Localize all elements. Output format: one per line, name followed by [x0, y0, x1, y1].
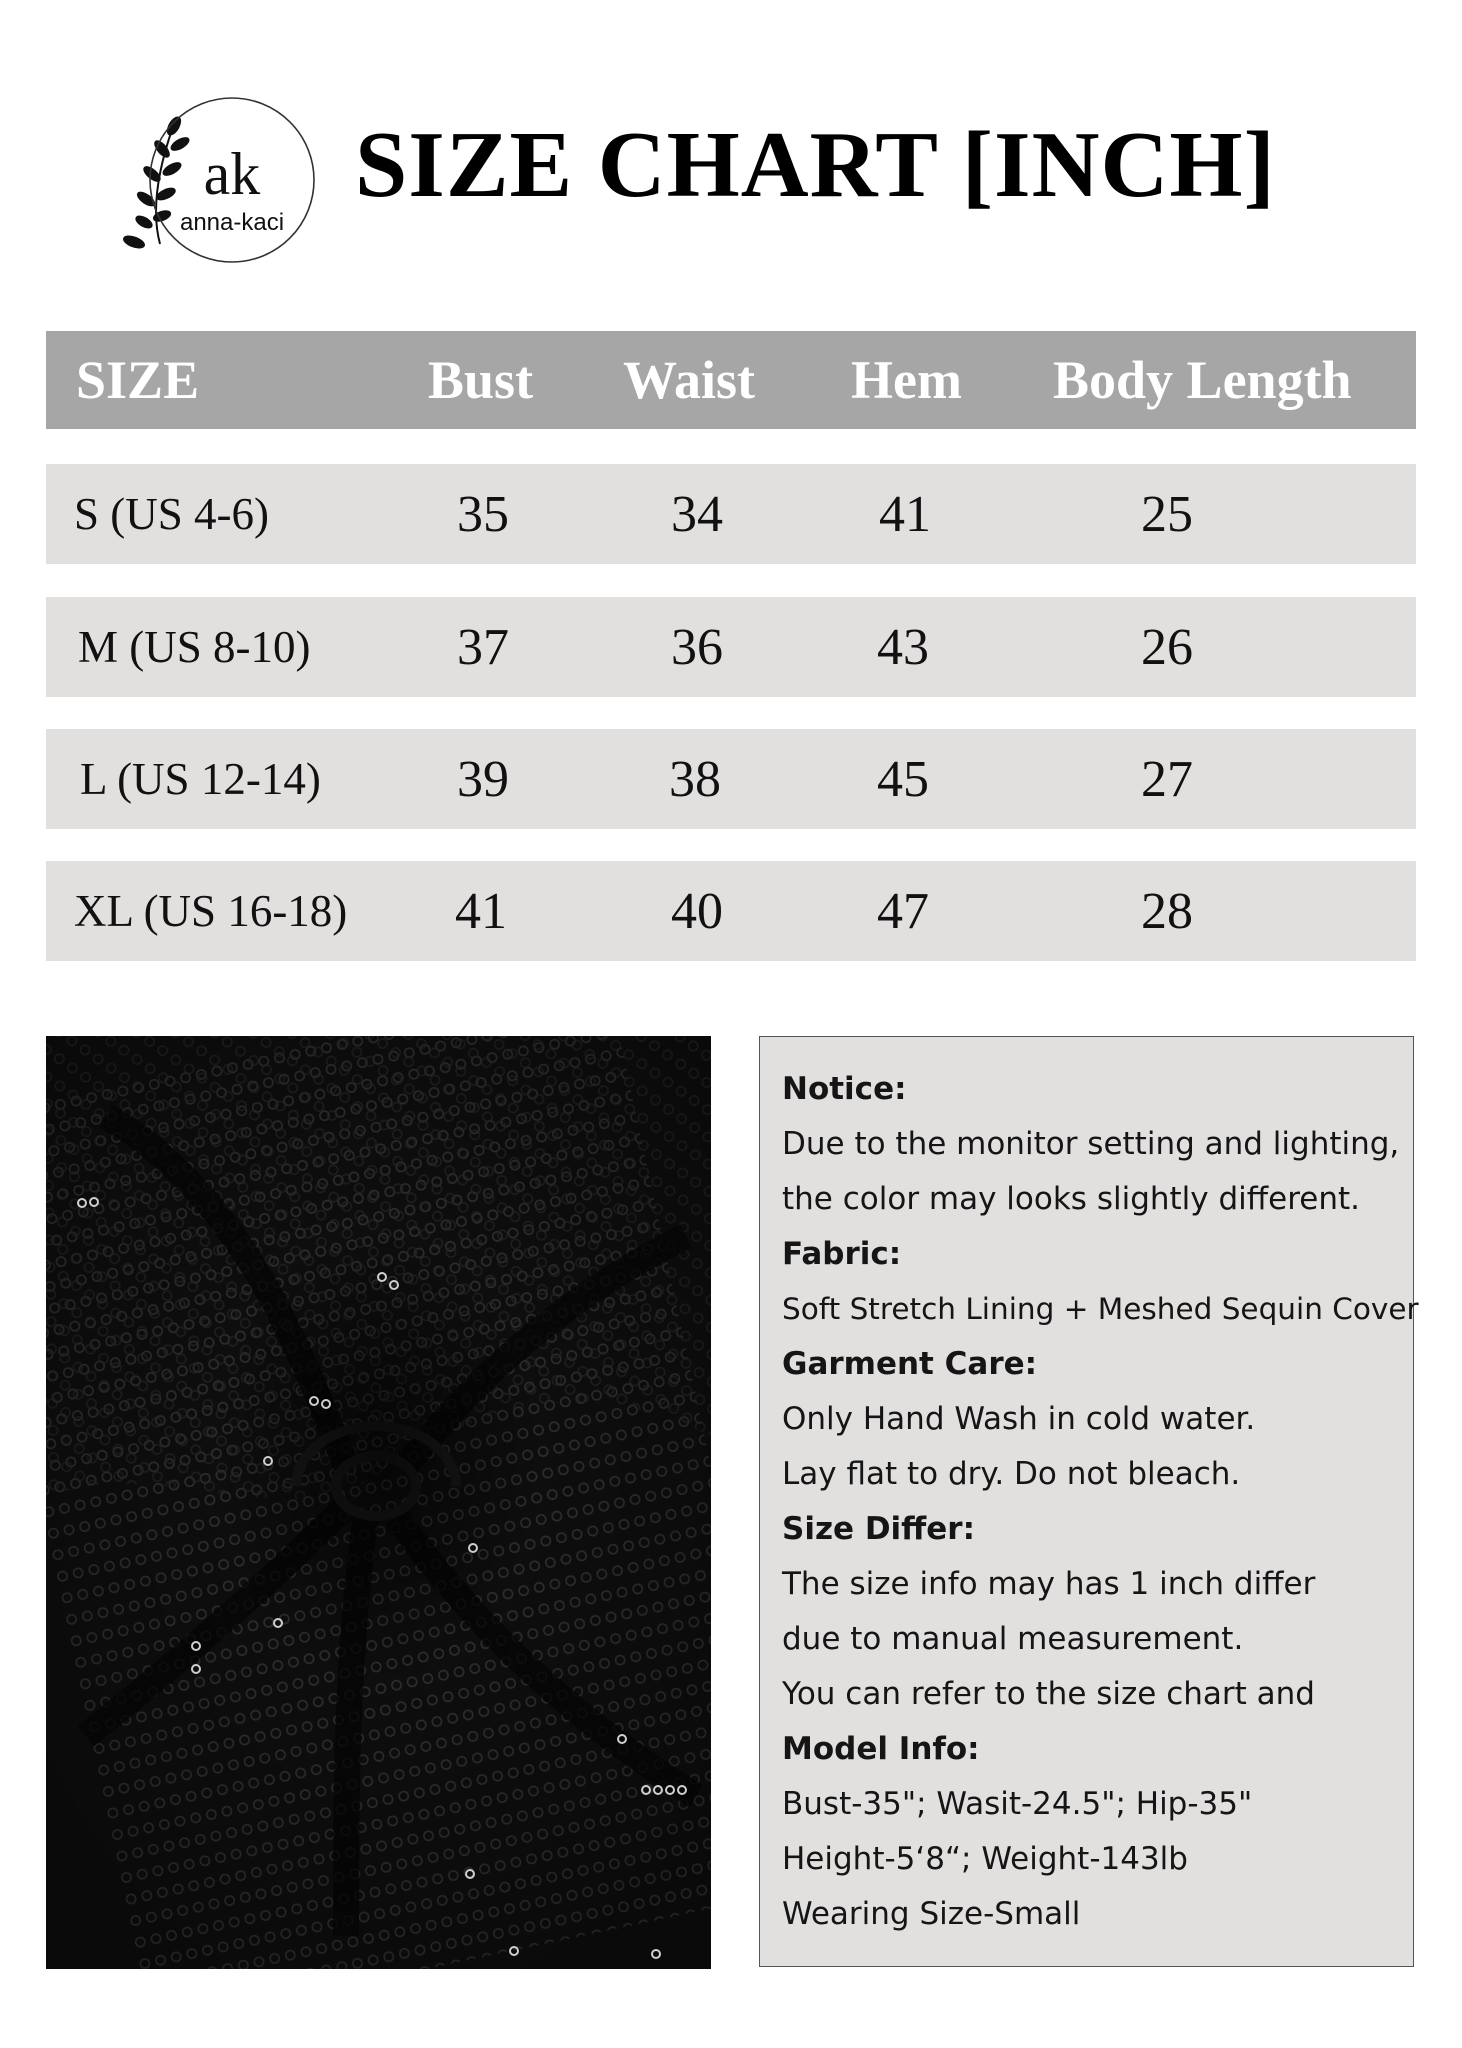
- row-size: S (US 4-6): [74, 489, 270, 539]
- table-header: [46, 331, 1416, 429]
- logo-monogram: ak: [203, 141, 261, 207]
- garment-care-text: Lay flat to dry. Do not bleach.: [782, 1456, 1241, 1492]
- size-differ-text: The size info may has 1 inch differ: [782, 1566, 1316, 1602]
- notice-heading: Notice:: [782, 1071, 907, 1107]
- table-row: [46, 597, 1416, 697]
- row-bust: 39: [457, 750, 509, 808]
- header-size: SIZE: [76, 350, 200, 410]
- sequin-fabric-image: [46, 1036, 711, 1969]
- header-bust: Bust: [428, 350, 534, 410]
- row-hem: 43: [877, 618, 929, 676]
- notice-box: [759, 1036, 1419, 1967]
- size-differ-text: You can refer to the size chart and: [782, 1676, 1315, 1712]
- row-size: L (US 12-14): [80, 754, 321, 804]
- row-bust: 37: [457, 618, 509, 676]
- header-body-length: Body Length: [1053, 350, 1352, 410]
- fabric-photo: [46, 1036, 711, 1969]
- brand-logo: [122, 94, 318, 266]
- header-waist: Waist: [623, 350, 756, 410]
- row-bust: 35: [457, 485, 509, 543]
- row-bust: 41: [455, 882, 507, 940]
- row-body-length: 25: [1141, 485, 1193, 543]
- brand-logo-mark: [122, 94, 318, 266]
- row-body-length: 27: [1141, 750, 1193, 808]
- model-info-text: Wearing Size-Small: [782, 1896, 1081, 1932]
- notice-text: the color may looks slightly different.: [782, 1181, 1360, 1217]
- header-hem: Hem: [851, 350, 962, 410]
- row-body-length: 26: [1141, 618, 1193, 676]
- size-differ-heading: Size Differ:: [782, 1511, 975, 1547]
- row-waist: 40: [671, 882, 723, 940]
- row-body-length: 28: [1141, 882, 1193, 940]
- row-waist: 38: [669, 750, 721, 808]
- table-row: [46, 464, 1416, 564]
- notice-text: Due to the monitor setting and lighting,: [782, 1126, 1400, 1162]
- fabric-text: Soft Stretch Lining + Meshed Sequin Cover: [782, 1292, 1419, 1326]
- model-info-text: Bust-35"; Wasit-24.5"; Hip-35": [782, 1786, 1253, 1822]
- logo-brand-name: anna-kaci: [179, 209, 285, 236]
- row-size: XL (US 16-18): [74, 886, 348, 936]
- model-info-text: Height-5‘8“; Weight-143lb: [782, 1841, 1188, 1877]
- row-hem: 47: [877, 882, 929, 940]
- row-hem: 41: [879, 485, 931, 543]
- table-row: [46, 861, 1416, 961]
- fabric-heading: Fabric:: [782, 1236, 902, 1272]
- row-waist: 36: [671, 618, 723, 676]
- row-hem: 45: [877, 750, 929, 808]
- model-info-heading: Model Info:: [782, 1731, 980, 1767]
- size-differ-text: due to manual measurement.: [782, 1621, 1244, 1657]
- garment-care-text: Only Hand Wash in cold water.: [782, 1401, 1256, 1437]
- row-waist: 34: [671, 485, 723, 543]
- page-title: SIZE CHART [INCH]: [355, 113, 1276, 217]
- garment-care-heading: Garment Care:: [782, 1346, 1038, 1382]
- table-row: [46, 729, 1416, 829]
- row-size: M (US 8-10): [78, 622, 311, 672]
